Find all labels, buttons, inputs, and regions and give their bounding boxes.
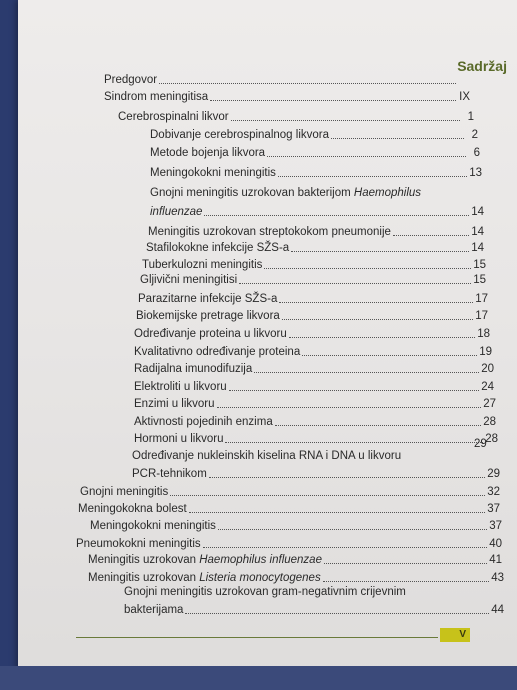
toc-entry-label: Parazitarne infekcije SŽS-a <box>138 293 278 305</box>
toc-page-number: 20 <box>481 363 494 375</box>
toc-entry[interactable] <box>132 467 500 481</box>
toc-page-number: 44 <box>491 604 504 616</box>
toc-leader-dots <box>324 562 487 564</box>
toc-page-number: 29 <box>487 468 500 480</box>
toc-entry-label: Tuberkulozni meningitis <box>142 259 263 271</box>
toc-entry-label: Biokemijske pretrage likvora <box>136 310 280 322</box>
toc-entry-label: Aktivnosti pojedinih enzima <box>134 416 273 428</box>
toc-entry[interactable] <box>88 553 502 567</box>
toc-entry-first-line <box>150 186 421 200</box>
toc-entry[interactable] <box>148 225 484 239</box>
toc-page-number: 41 <box>489 554 502 566</box>
toc-entry[interactable] <box>136 309 488 323</box>
toc-page-number: 1 <box>467 111 474 123</box>
toc-leader-dots <box>267 155 466 157</box>
toc-entry[interactable] <box>118 110 474 124</box>
toc-entry[interactable] <box>134 345 492 359</box>
toc-entry-label: Sindrom meningitisa <box>104 91 209 103</box>
toc-entry[interactable] <box>146 241 484 255</box>
toc-entry-label: Enzimi u likvoru <box>134 398 215 410</box>
toc-page-number: 14 <box>471 226 484 238</box>
toc-leader-dots <box>393 234 469 236</box>
toc-entry-title-italic: Haemophilus <box>353 187 422 199</box>
toc-entry-label: Meningitis uzrokovan Listeria monocytogenes <box>88 572 321 584</box>
toc-leader-dots <box>231 119 460 121</box>
toc-entry[interactable] <box>134 397 496 411</box>
toc-entry[interactable] <box>138 292 488 306</box>
toc-leader-dots <box>278 175 467 177</box>
toc-page-number: 13 <box>469 167 482 179</box>
toc-page-number: 24 <box>481 381 494 393</box>
toc-leader-dots <box>185 612 489 614</box>
page-number-badge: V <box>440 628 470 642</box>
toc-page-number: 18 <box>477 328 490 340</box>
toc-entry[interactable] <box>88 571 504 585</box>
toc-leader-dots <box>203 546 488 548</box>
toc-leader-dots <box>331 137 464 139</box>
toc-page-number: 29 <box>474 438 487 450</box>
toc-entry-label: Pneumokokni meningitis <box>76 538 201 550</box>
toc-page-number: 17 <box>475 293 488 305</box>
toc-entry-label: Gljivični meningitisi <box>140 274 238 286</box>
book-page <box>18 0 517 690</box>
toc-page-number: 15 <box>473 259 486 271</box>
toc-entry-title: Određivanje nukleinskih kiselina RNA i DNA u likvoru <box>132 450 402 462</box>
toc-leader-dots <box>239 282 471 284</box>
toc-entry-label: Dobivanje cerebrospinalnog likvora <box>150 129 329 141</box>
background-edge <box>0 666 517 690</box>
toc-entry[interactable] <box>474 437 498 451</box>
toc-entry-label: Cerebrospinalni likvor <box>118 111 229 123</box>
toc-page-number: 28 <box>483 416 496 428</box>
toc-entry[interactable] <box>134 327 490 341</box>
toc-entry[interactable] <box>134 432 498 446</box>
toc-entry[interactable] <box>104 73 470 87</box>
toc-entry[interactable] <box>76 537 502 551</box>
toc-leader-dots <box>170 494 485 496</box>
toc-page-number: 19 <box>479 346 492 358</box>
toc-entry[interactable] <box>134 380 494 394</box>
toc-entry[interactable] <box>150 146 480 160</box>
toc-entry-first-line <box>124 585 406 599</box>
toc-page-number: 43 <box>491 572 504 584</box>
toc-page-number: IX <box>459 91 470 103</box>
toc-leader-dots <box>275 424 481 426</box>
toc-page-number: 28 <box>485 433 498 445</box>
toc-entry[interactable] <box>134 362 494 376</box>
toc-leader-dots <box>229 389 480 391</box>
toc-page-number: 37 <box>487 503 500 515</box>
toc-page-number: 2 <box>471 129 478 141</box>
toc-entry-label: PCR-tehnikom <box>132 468 207 480</box>
toc-entry-label-italic: Haemophilus influenzae <box>199 554 322 566</box>
toc-page-number: 32 <box>487 486 500 498</box>
toc-entry[interactable] <box>150 128 478 142</box>
toc-page-number: 14 <box>471 242 484 254</box>
toc-entry[interactable] <box>142 258 486 272</box>
toc-page-number: 27 <box>483 398 496 410</box>
toc-entry-title: Gnojni meningitis uzrokovan bakterijom <box>150 187 354 199</box>
footer-rule <box>76 637 438 638</box>
toc-entry[interactable] <box>78 502 500 516</box>
toc-leader-dots <box>209 476 485 478</box>
toc-entry-first-line <box>132 449 401 463</box>
toc-entry-label: influenzae <box>150 206 203 218</box>
toc-page-number: 17 <box>475 310 488 322</box>
toc-entry-label-italic: Listeria monocytogenes <box>199 572 321 584</box>
toc-leader-dots <box>159 82 456 84</box>
toc-entry-label: Meningitis uzrokovan streptokokom pneumonije <box>148 226 391 238</box>
toc-leader-dots <box>282 318 473 320</box>
toc-entry-label: Meningokokni meningitis <box>150 167 276 179</box>
toc-leader-dots <box>254 371 479 373</box>
toc-entry-label: Kvalitativno određivanje proteina <box>134 346 301 358</box>
toc-leader-dots <box>204 214 469 216</box>
toc-entry[interactable] <box>104 90 470 104</box>
toc-entry-label: Meningitis uzrokovan Haemophilus influenzae <box>88 554 322 566</box>
toc-entry-label: Određivanje proteina u likvoru <box>134 328 287 340</box>
toc-leader-dots <box>289 336 475 338</box>
toc-entry-label: Meningokokna bolest <box>78 503 187 515</box>
toc-leader-dots <box>210 99 456 101</box>
toc-entry[interactable] <box>150 166 482 180</box>
toc-entry-label: Elektroliti u likvoru <box>134 381 227 393</box>
toc-leader-dots <box>323 580 490 582</box>
toc-entry-label: Gnojni meningitis <box>80 486 169 498</box>
toc-leader-dots <box>264 267 471 269</box>
toc-leader-dots <box>189 511 486 513</box>
toc-entry-label: Predgovor <box>104 74 158 86</box>
toc-entry[interactable] <box>140 273 486 287</box>
toc-entry[interactable] <box>150 205 484 219</box>
toc-leader-dots <box>279 301 473 303</box>
toc-page-number: 40 <box>489 538 502 550</box>
toc-page-number: 15 <box>473 274 486 286</box>
toc-entry-label: Hormoni u likvoru <box>134 433 224 445</box>
toc-entry-label: Metode bojenja likvora <box>150 147 266 159</box>
toc-entry[interactable] <box>90 519 502 533</box>
toc-entry-label: bakterijama <box>124 604 184 616</box>
table-of-contents <box>18 0 517 690</box>
page-title: Sadržaj <box>457 58 507 74</box>
toc-leader-dots <box>225 441 483 443</box>
toc-entry[interactable] <box>134 415 496 429</box>
toc-entry[interactable] <box>80 485 500 499</box>
toc-entry-label: Stafilokokne infekcije SŽS-a <box>146 242 290 254</box>
toc-page-number: 14 <box>471 206 484 218</box>
toc-leader-dots <box>302 354 477 356</box>
toc-page-number: 6 <box>473 147 480 159</box>
toc-entry[interactable] <box>124 603 504 617</box>
toc-entry-label: Radijalna imunodifuzija <box>134 363 253 375</box>
toc-page-number: 37 <box>489 520 502 532</box>
toc-entry-title: Gnojni meningitis uzrokovan gram-negativnim crijevnim <box>124 586 406 598</box>
toc-entry-label: Meningokokni meningitis <box>90 520 216 532</box>
toc-leader-dots <box>291 250 469 252</box>
toc-leader-dots <box>218 528 487 530</box>
toc-leader-dots <box>217 406 482 408</box>
